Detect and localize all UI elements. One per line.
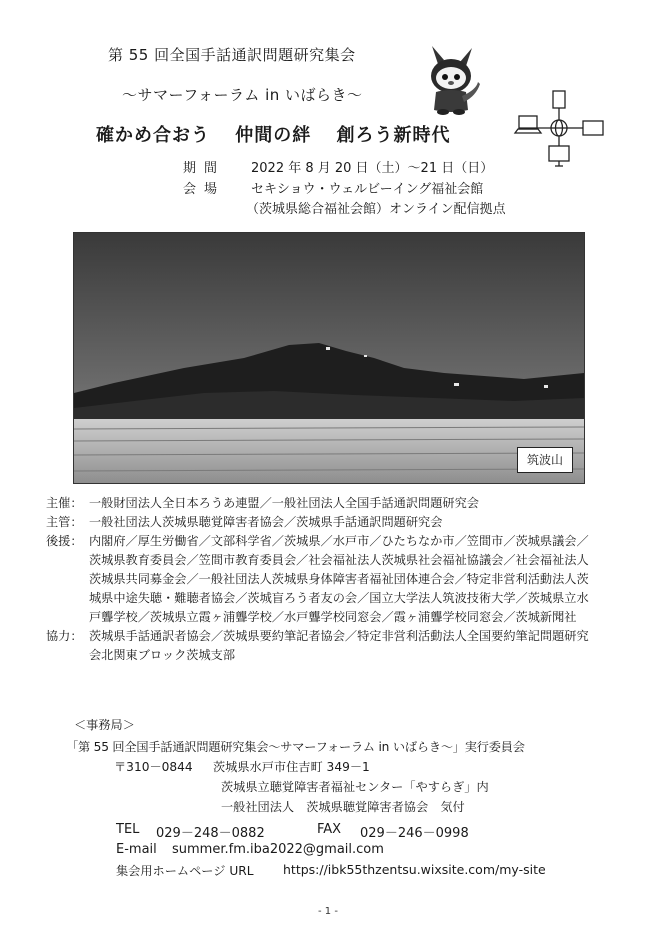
organizer-text: 一般財団法人全日本ろうあ連盟／一般社団法人全国手話通訳問題研究会 <box>89 496 479 510</box>
slogan-part-3: 創ろう新時代 <box>336 125 451 146</box>
email-label: E-mail <box>116 842 157 857</box>
organizer-label: 後援： <box>46 534 83 548</box>
organizer-label: 主管： <box>46 515 83 529</box>
period-value: 2022 年 8 月 20 日（土）～21 日（日） <box>251 161 494 176</box>
event-subtitle: ～サマーフォーラム in いばらき～ <box>122 86 363 104</box>
email-address[interactable]: summer.fm.iba2022@gmail.com <box>172 842 384 857</box>
organizer-row-cooperate <box>46 627 591 665</box>
slogan-part-2: 仲間の絆 <box>235 125 312 146</box>
organizer-row-manage <box>46 513 591 532</box>
office-address-1: 茨城県水戸市住吉町 349－1 <box>213 760 370 774</box>
organizer-row-host <box>46 494 591 513</box>
network-diagram-icon <box>513 90 605 176</box>
slogan-part-1: 確かめ合おう <box>96 125 210 146</box>
organizer-text: 内閣府／厚生労働省／文部科学省／茨城県／水戸市／ひたちなか市／笠間市／茨城県議会／茨城県教育委員会／笠間市教育委員会／社会福祉法人茨城県社会福祉協議会／社会福祉法人茨城県共同募金会／一般社団法人茨城県身体障害者福祉団体連合会／特定非営利活動法人茨城県中途失聴・難聴者協会／茨城盲ろう者友の会／国立大学法人筑波技術大学／茨城県立水戸聾学校／茨城県立霞ヶ浦聾学校／水戸聾学校同窓会／霞ヶ浦聾学校同窓会／茨城新聞社 <box>89 534 589 624</box>
office-heading: ＜事務局＞ <box>74 718 135 732</box>
fax-label: FAX <box>317 822 342 837</box>
venue-label: 会場 <box>183 182 226 197</box>
tel-number: 029－248－0882 <box>156 826 265 841</box>
venue-value: セキショウ・ウェルビーイング福祉会館 <box>251 182 484 197</box>
organizers-list <box>46 494 591 665</box>
photo-caption: 筑波山 <box>517 447 573 473</box>
fax-number: 029－246－0998 <box>360 826 469 841</box>
period-label: 期間 <box>183 161 226 176</box>
office-committee: 「第 55 回全国手話通訳問題研究集会～サマーフォーラム in いばらき～」実行委員会 <box>66 740 525 754</box>
page-number: - 1 - <box>318 906 338 917</box>
tel-label: TEL <box>116 822 140 837</box>
mascot-icon <box>418 44 484 120</box>
office-address-2: 茨城県立聴覚障害者福祉センター「やすらぎ」内 <box>221 780 489 794</box>
organizer-label: 主催： <box>46 496 83 510</box>
slogan <box>96 121 469 147</box>
organizer-text: 茨城県手話通訳者協会／茨城県要約筆記者協会／特定非営利活動法人全国要約筆記問題研究会北関東ブロック茨城支部 <box>89 629 589 662</box>
office-postal: 〒310－0844 <box>114 760 193 774</box>
homepage-url[interactable]: https://ibk55thzentsu.wixsite.com/my-site <box>283 862 546 877</box>
venue-value-2: （茨城県総合福祉会館）オンライン配信拠点 <box>246 202 506 217</box>
url-label: 集会用ホームページ URL <box>116 864 254 878</box>
organizer-text: 一般社団法人茨城県聴覚障害者協会／茨城県手話通訳問題研究会 <box>89 515 443 529</box>
office-address-3: 一般社団法人 茨城県聴覚障害者協会 気付 <box>221 800 465 814</box>
event-title: 第 55 回全国手話通訳問題研究集会 <box>108 46 356 64</box>
organizer-row-support <box>46 532 591 627</box>
mountain-photo <box>73 232 585 484</box>
organizer-label: 協力： <box>46 629 83 643</box>
